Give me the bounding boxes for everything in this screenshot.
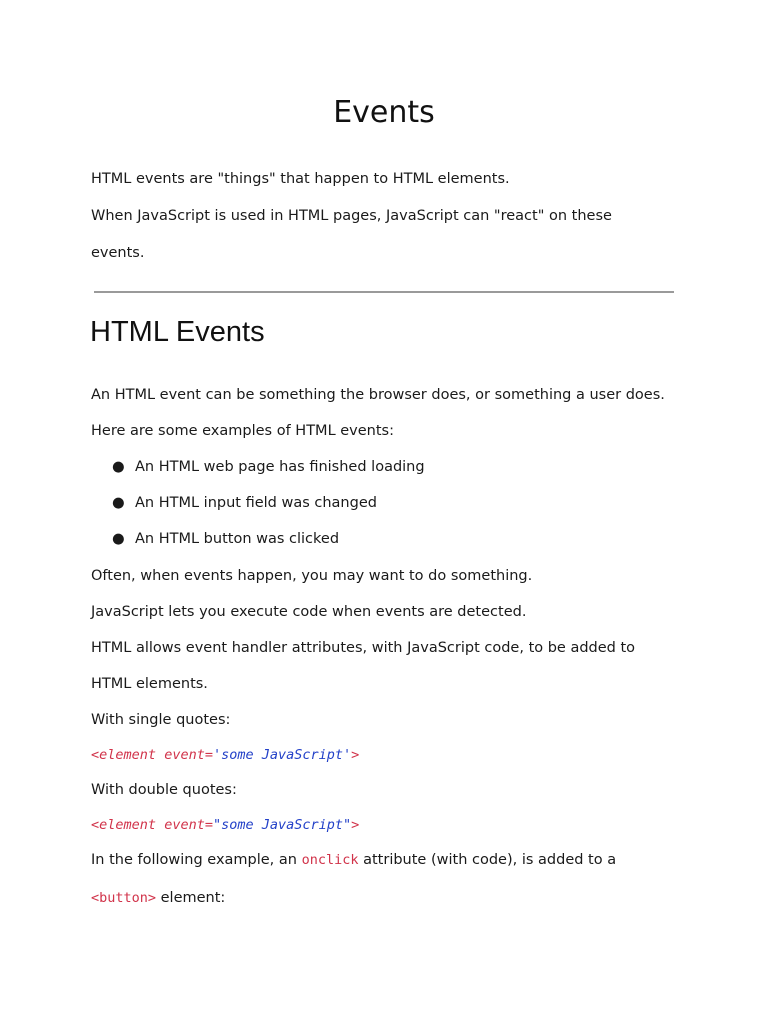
code-element: element [99, 747, 157, 763]
example-intro-text-start: In the following example, an [91, 852, 302, 868]
intro-line-3: events. [91, 245, 145, 261]
list-item-text: An HTML button was clicked [135, 531, 340, 547]
code-bracket-open: < [91, 817, 100, 833]
paragraph-often: Often, when events happen, you may want to do something. [91, 568, 533, 584]
paragraph-handlers-line-1: HTML allows event handler attributes, with JavaScript code, to be added to [91, 640, 636, 656]
bullet-icon: ● [112, 531, 125, 547]
list-item [112, 529, 339, 549]
code-event: event [164, 747, 205, 763]
single-quotes-code [91, 745, 359, 765]
list-item-text: An HTML input field was changed [135, 495, 377, 511]
paragraph-handlers-line-2: HTML elements. [91, 676, 208, 692]
code-value: 'some JavaScript' [212, 747, 352, 763]
button-tag-code: <button> [91, 890, 157, 906]
page-title: Events [333, 95, 435, 130]
code-element: element [99, 817, 157, 833]
code-event: event [164, 817, 205, 833]
code-bracket-close: > [351, 747, 360, 763]
example-intro [91, 850, 616, 870]
paragraph-execute: JavaScript lets you execute code when events are detected. [91, 604, 527, 620]
code-bracket-close: > [351, 817, 360, 833]
double-quotes-code [91, 815, 359, 835]
code-equals: = [204, 747, 213, 763]
onclick-code: onclick [301, 852, 359, 868]
horizontal-divider [94, 291, 674, 293]
bullet-icon: ● [112, 459, 125, 475]
paragraph-event-definition: An HTML event can be something the browser does, or something a user does. [91, 387, 665, 403]
bullet-icon: ● [112, 495, 125, 511]
intro-line-1: HTML events are "things" that happen to HTML elements. [91, 171, 510, 187]
intro-line-2: When JavaScript is used in HTML pages, JavaScript can "react" on these [91, 208, 612, 224]
single-quotes-label: With single quotes: [91, 712, 231, 728]
example-intro-continued [91, 888, 225, 908]
example-intro-element-text: element: [156, 890, 226, 906]
code-equals: = [204, 817, 213, 833]
section-heading: HTML Events [90, 316, 265, 348]
list-item [112, 493, 377, 513]
code-value: "some JavaScript" [212, 817, 352, 833]
paragraph-examples-intro: Here are some examples of HTML events: [91, 423, 394, 439]
list-item [112, 457, 425, 477]
list-item-text: An HTML web page has finished loading [135, 459, 425, 475]
code-bracket-open: < [91, 747, 100, 763]
example-intro-text-end: attribute (with code), is added to a [358, 852, 617, 868]
double-quotes-label: With double quotes: [91, 782, 237, 798]
